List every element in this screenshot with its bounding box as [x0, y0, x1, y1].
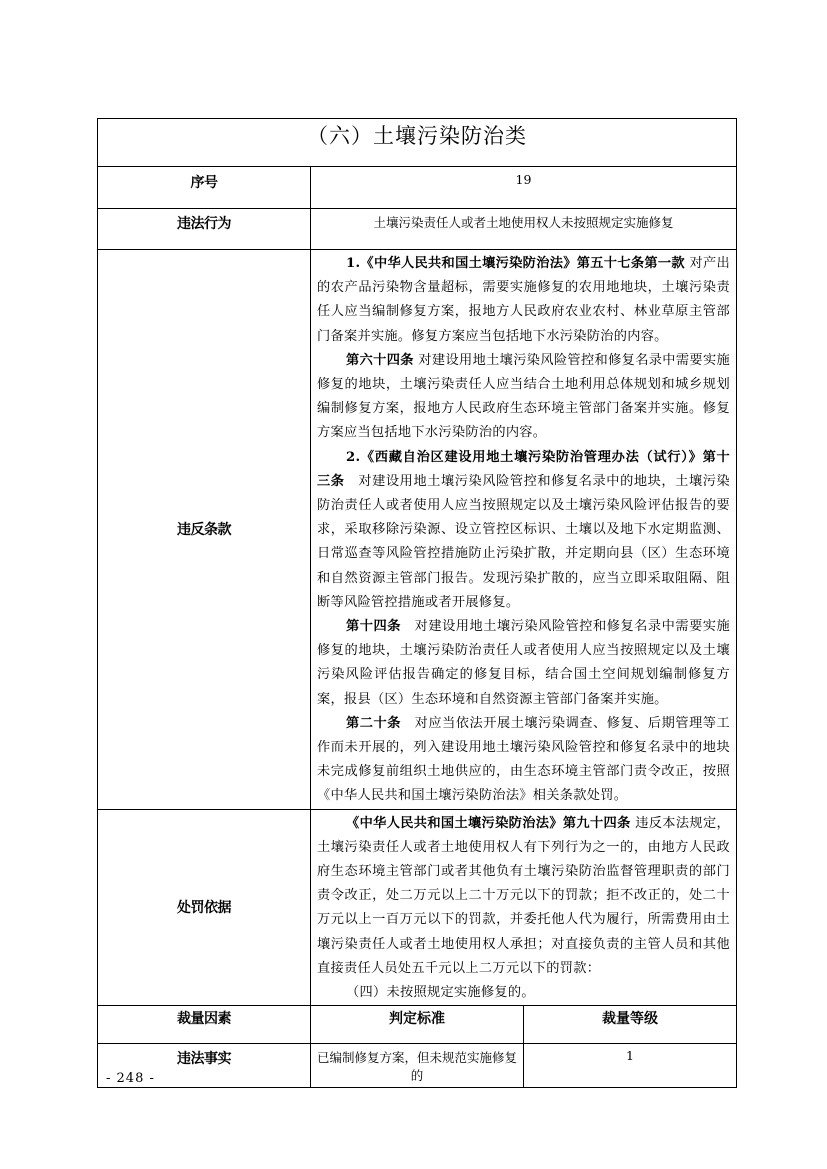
provision-article-citation: 1.《中华人民共和国土壤污染防治法》第五十七条第一款 — [346, 256, 685, 271]
violation-act-label: 违法行为 — [98, 209, 311, 250]
provision-article-citation: 第十四条 — [346, 619, 401, 635]
violation-fact-label: 违法事实 — [98, 1044, 311, 1088]
criteria-header: 判定标准 — [311, 1006, 524, 1044]
penalty-article-citation: 《中华人民共和国土壤污染防治法》第九十四条 — [346, 815, 631, 831]
penalty-paragraph — [317, 812, 730, 981]
violation-act-value: 土壤污染责任人或者土地使用权人未按照规定实施修复 — [311, 209, 737, 250]
sequence-label: 序号 — [98, 167, 311, 209]
provision-paragraph-text: 对建设用地土壤污染风险管控和修复名录中的地块，土壤污染防治责任人或者使用人应当按照规定以及土壤污染风险评估报告的要求，采取移除污染源、设立管控区标识、土壤以及地下水定期监测、日常巡查等风险管控措施防止污染扩散，并定期向县（区）生态环境和自然资源主管部门报告。发现污染扩散的，应当立即采取阻隔、阻断等风险管控措施或者开展修复。 — [317, 473, 730, 610]
penalty-basis-label: 处罚依据 — [98, 809, 311, 1006]
provision-paragraph — [317, 615, 730, 712]
row-discretion-header — [98, 1006, 737, 1044]
level-header: 裁量等级 — [524, 1006, 737, 1044]
row-violation-fact — [98, 1044, 737, 1088]
penalty-basis-content — [311, 809, 737, 1006]
penalty-paragraph — [317, 981, 730, 1005]
row-sequence-number — [98, 167, 737, 209]
provision-paragraph — [317, 252, 730, 349]
violated-provisions-label: 违反条款 — [98, 250, 311, 810]
provision-paragraph — [317, 446, 730, 615]
row-violation-act — [98, 209, 737, 250]
provision-article-citation: 2.《西藏自治区建设用地土壤污染防治管理办法（试行）》第十三条 — [317, 449, 730, 489]
provision-paragraph-text: 对产出的农产品污染物含量超标，需要实施修复的农用地地块，土壤污染责任人应当编制修复方案，报地方人民政府农业农村、林业草原主管部门备案并实施。修复方案应当包括地下水污染防治的内容。 — [317, 256, 730, 344]
row-violated-provisions — [98, 250, 737, 810]
section-title: （六）土壤污染防治类 — [98, 119, 737, 167]
provision-paragraph-text: 对建设用地土壤污染风险管控和修复名录中需要实施修复的地块，土壤污染防治责任人或者使用人应当按照规定以及土壤污染风险评估报告确定的修复目标，结合国土空间规划编制修复方案，报县（区）生态环境和自然资源主管部门备案并实施。 — [317, 619, 730, 707]
provision-paragraph — [317, 712, 730, 809]
provision-article-citation: 第二十条 — [346, 715, 401, 731]
row-penalty-basis — [98, 809, 737, 1006]
violated-provisions-text — [311, 250, 736, 809]
violated-provisions-content — [311, 250, 737, 810]
discretion-factor-header: 裁量因素 — [98, 1006, 311, 1044]
provision-paragraph-text: 对建设用地土壤污染风险管控和修复名录中需要实施修复的地块，土壤污染责任人应当结合土地利用总体规划和城乡规划编制修复方案，报地方人民政府生态环境主管部门备案并实施。修复方案应当包括地下水污染防治的内容。 — [317, 352, 731, 441]
penalty-paragraph-text: （四）未按照规定实施修复的。 — [346, 985, 535, 1001]
criteria-value: 已编制修复方案，但未规范实施修复的 — [311, 1044, 524, 1088]
penalty-basis-text — [311, 810, 736, 1006]
provision-paragraph — [317, 349, 730, 446]
sequence-value: 19 — [311, 167, 737, 209]
penalty-paragraph-text: 违反本法规定，土壤污染责任人或者土地使用权人有下列行为之一的，由地方人民政府生态环境主管部门或者其他负有土壤污染防治监督管理职责的部门责令改正，处二万元以上二十万元以下的罚款；拒不改正的，处二十万元以上一百万元以下的罚款，并委托他人代为履行，所需费用由土壤污染责任人或者土地使用权人承担；对直接负责的主管人员和其他直接责任人员处五千元以上二万元以下的罚款： — [317, 815, 730, 976]
level-value: 1 — [524, 1044, 737, 1088]
page-number: - 248 - — [106, 1071, 155, 1086]
provision-paragraph-text: 对应当依法开展土壤污染调查、修复、后期管理等工作而未开展的，列入建设用地土壤污染风险管控和修复名录中的地块未完成修复前组织土地供应的，由生态环境主管部门责令改正，按照《中华人民共和国土壤污染防治法》相关条款处罚。 — [317, 715, 730, 804]
penalty-discretion-table — [97, 118, 737, 1088]
provision-article-citation: 第六十四条 — [346, 352, 414, 368]
